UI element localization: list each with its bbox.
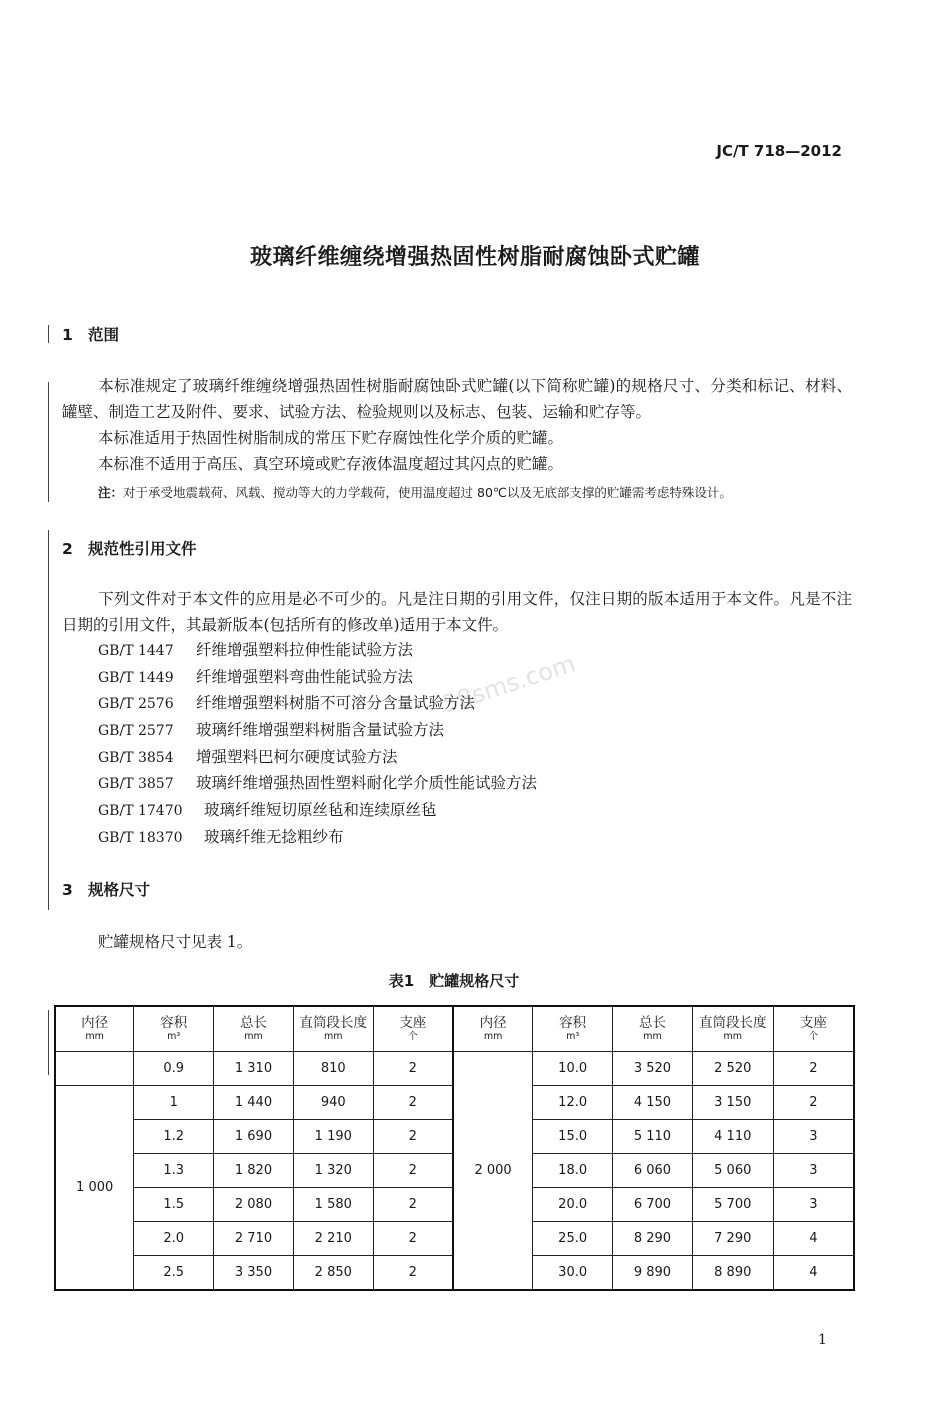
reference-item: GB/T 2577 玻璃纤维增强塑料树脂含量试验方法 (98, 721, 445, 739)
header-cell: 支座 个 (373, 1006, 453, 1052)
table-row: 1.2 1 690 1 190 2 15.0 5 110 4 110 3 (55, 1120, 854, 1154)
watermark: 58sms.com (439, 649, 579, 719)
diameter-cell: 2 000 (453, 1052, 533, 1291)
section-number: 3 (62, 881, 73, 899)
header-cell: 内径 mm (55, 1006, 134, 1052)
header-cell: 容积 m³ (533, 1006, 613, 1052)
note-label: 注： (98, 485, 124, 500)
section-title: 规范性引用文件 (88, 540, 197, 558)
page-number: 1 (818, 1332, 827, 1348)
table-row: 2.0 2 710 2 210 2 25.0 8 290 7 290 4 (55, 1222, 854, 1256)
paragraph-references: 下列文件对于本文件的应用是必不可少的。凡是注日期的引用文件，仅注日期的版本适用于本文件。凡是不注日期的引用文件，其最新版本(包括所有的修改单)适用于本文件。 (62, 590, 852, 634)
note (98, 483, 858, 501)
header-cell: 总长 mm (214, 1006, 294, 1052)
note-text: 对于承受地震载荷、风载、搅动等大的力学载荷，使用温度超过 80℃以及无底部支撑的贮罐需考虑特殊设计。 (123, 485, 732, 500)
standard-code: JC/T 718—2012 (716, 142, 842, 160)
header-cell: 直筒段长度 mm (293, 1006, 373, 1052)
header-cell: 内径 mm (453, 1006, 533, 1052)
section-heading-1 (62, 323, 119, 345)
margin-mark (48, 1010, 49, 1075)
table-row: 1 000 1 1 440 940 2 12.0 4 150 3 150 2 (55, 1086, 854, 1120)
document-title: 玻璃纤维缠绕增强热固性树脂耐腐蚀卧式贮罐 (249, 245, 700, 270)
table-header-row (55, 1006, 854, 1052)
diameter-cell: 1 000 (55, 1086, 134, 1291)
reference-item: GB/T 1449 纤维增强塑料弯曲性能试验方法 (98, 668, 414, 686)
section-heading-2 (62, 537, 197, 559)
table-row: 1.5 2 080 1 580 2 20.0 6 700 5 700 3 (55, 1188, 854, 1222)
header-cell: 容积 m³ (134, 1006, 214, 1052)
table-caption: 表1 贮罐规格尺寸 (388, 972, 520, 990)
table-row: 0.9 1 310 810 2 2 000 10.0 3 520 2 520 2 (55, 1052, 854, 1086)
reference-item: GB/T 17470 玻璃纤维短切原丝毡和连续原丝毡 (98, 801, 437, 819)
reference-item: GB/T 2576 纤维增强塑料树脂不可溶分含量试验方法 (98, 694, 476, 712)
spec-table (54, 1005, 855, 1291)
header-cell: 支座 个 (773, 1006, 854, 1052)
table-row: 1.3 1 820 1 320 2 18.0 6 060 5 060 3 (55, 1154, 854, 1188)
section-title: 范围 (88, 326, 120, 344)
section-number: 1 (62, 326, 73, 344)
reference-item: GB/T 1447 纤维增强塑料拉伸性能试验方法 (98, 641, 414, 659)
paragraph-scope-2: 本标准适用于热固性树脂制成的常压下贮存腐蚀性化学介质的贮罐。 (98, 429, 564, 447)
section-title: 规格尺寸 (88, 881, 151, 899)
header-cell: 总长 mm (613, 1006, 693, 1052)
margin-mark (48, 530, 49, 910)
reference-item: GB/T 3854 增强塑料巴柯尔硬度试验方法 (98, 748, 398, 766)
paragraph-scope-1: 本标准规定了玻璃纤维缠绕增强热固性树脂耐腐蚀卧式贮罐(以下简称贮罐)的规格尺寸、分类和标记、材料、罐壁、制造工艺及附件、要求、试验方法、检验规则以及标志、包装、运输和贮存等。 (62, 377, 852, 421)
reference-item: GB/T 18370 玻璃纤维无捻粗纱布 (98, 828, 344, 846)
table-row: 2.5 3 350 2 850 2 30.0 9 890 8 890 4 (55, 1256, 854, 1291)
section-heading-3 (62, 878, 150, 900)
reference-item: GB/T 3857 玻璃纤维增强热固性塑料耐化学介质性能试验方法 (98, 774, 538, 792)
paragraph-dimensions: 贮罐规格尺寸见表 1。 (98, 933, 253, 951)
section-number: 2 (62, 540, 73, 558)
paragraph-scope-3: 本标准不适用于高压、真空环境或贮存液体温度超过其闪点的贮罐。 (98, 455, 564, 473)
header-cell: 直筒段长度 mm (692, 1006, 773, 1052)
margin-mark (48, 382, 49, 502)
margin-mark (48, 325, 49, 343)
